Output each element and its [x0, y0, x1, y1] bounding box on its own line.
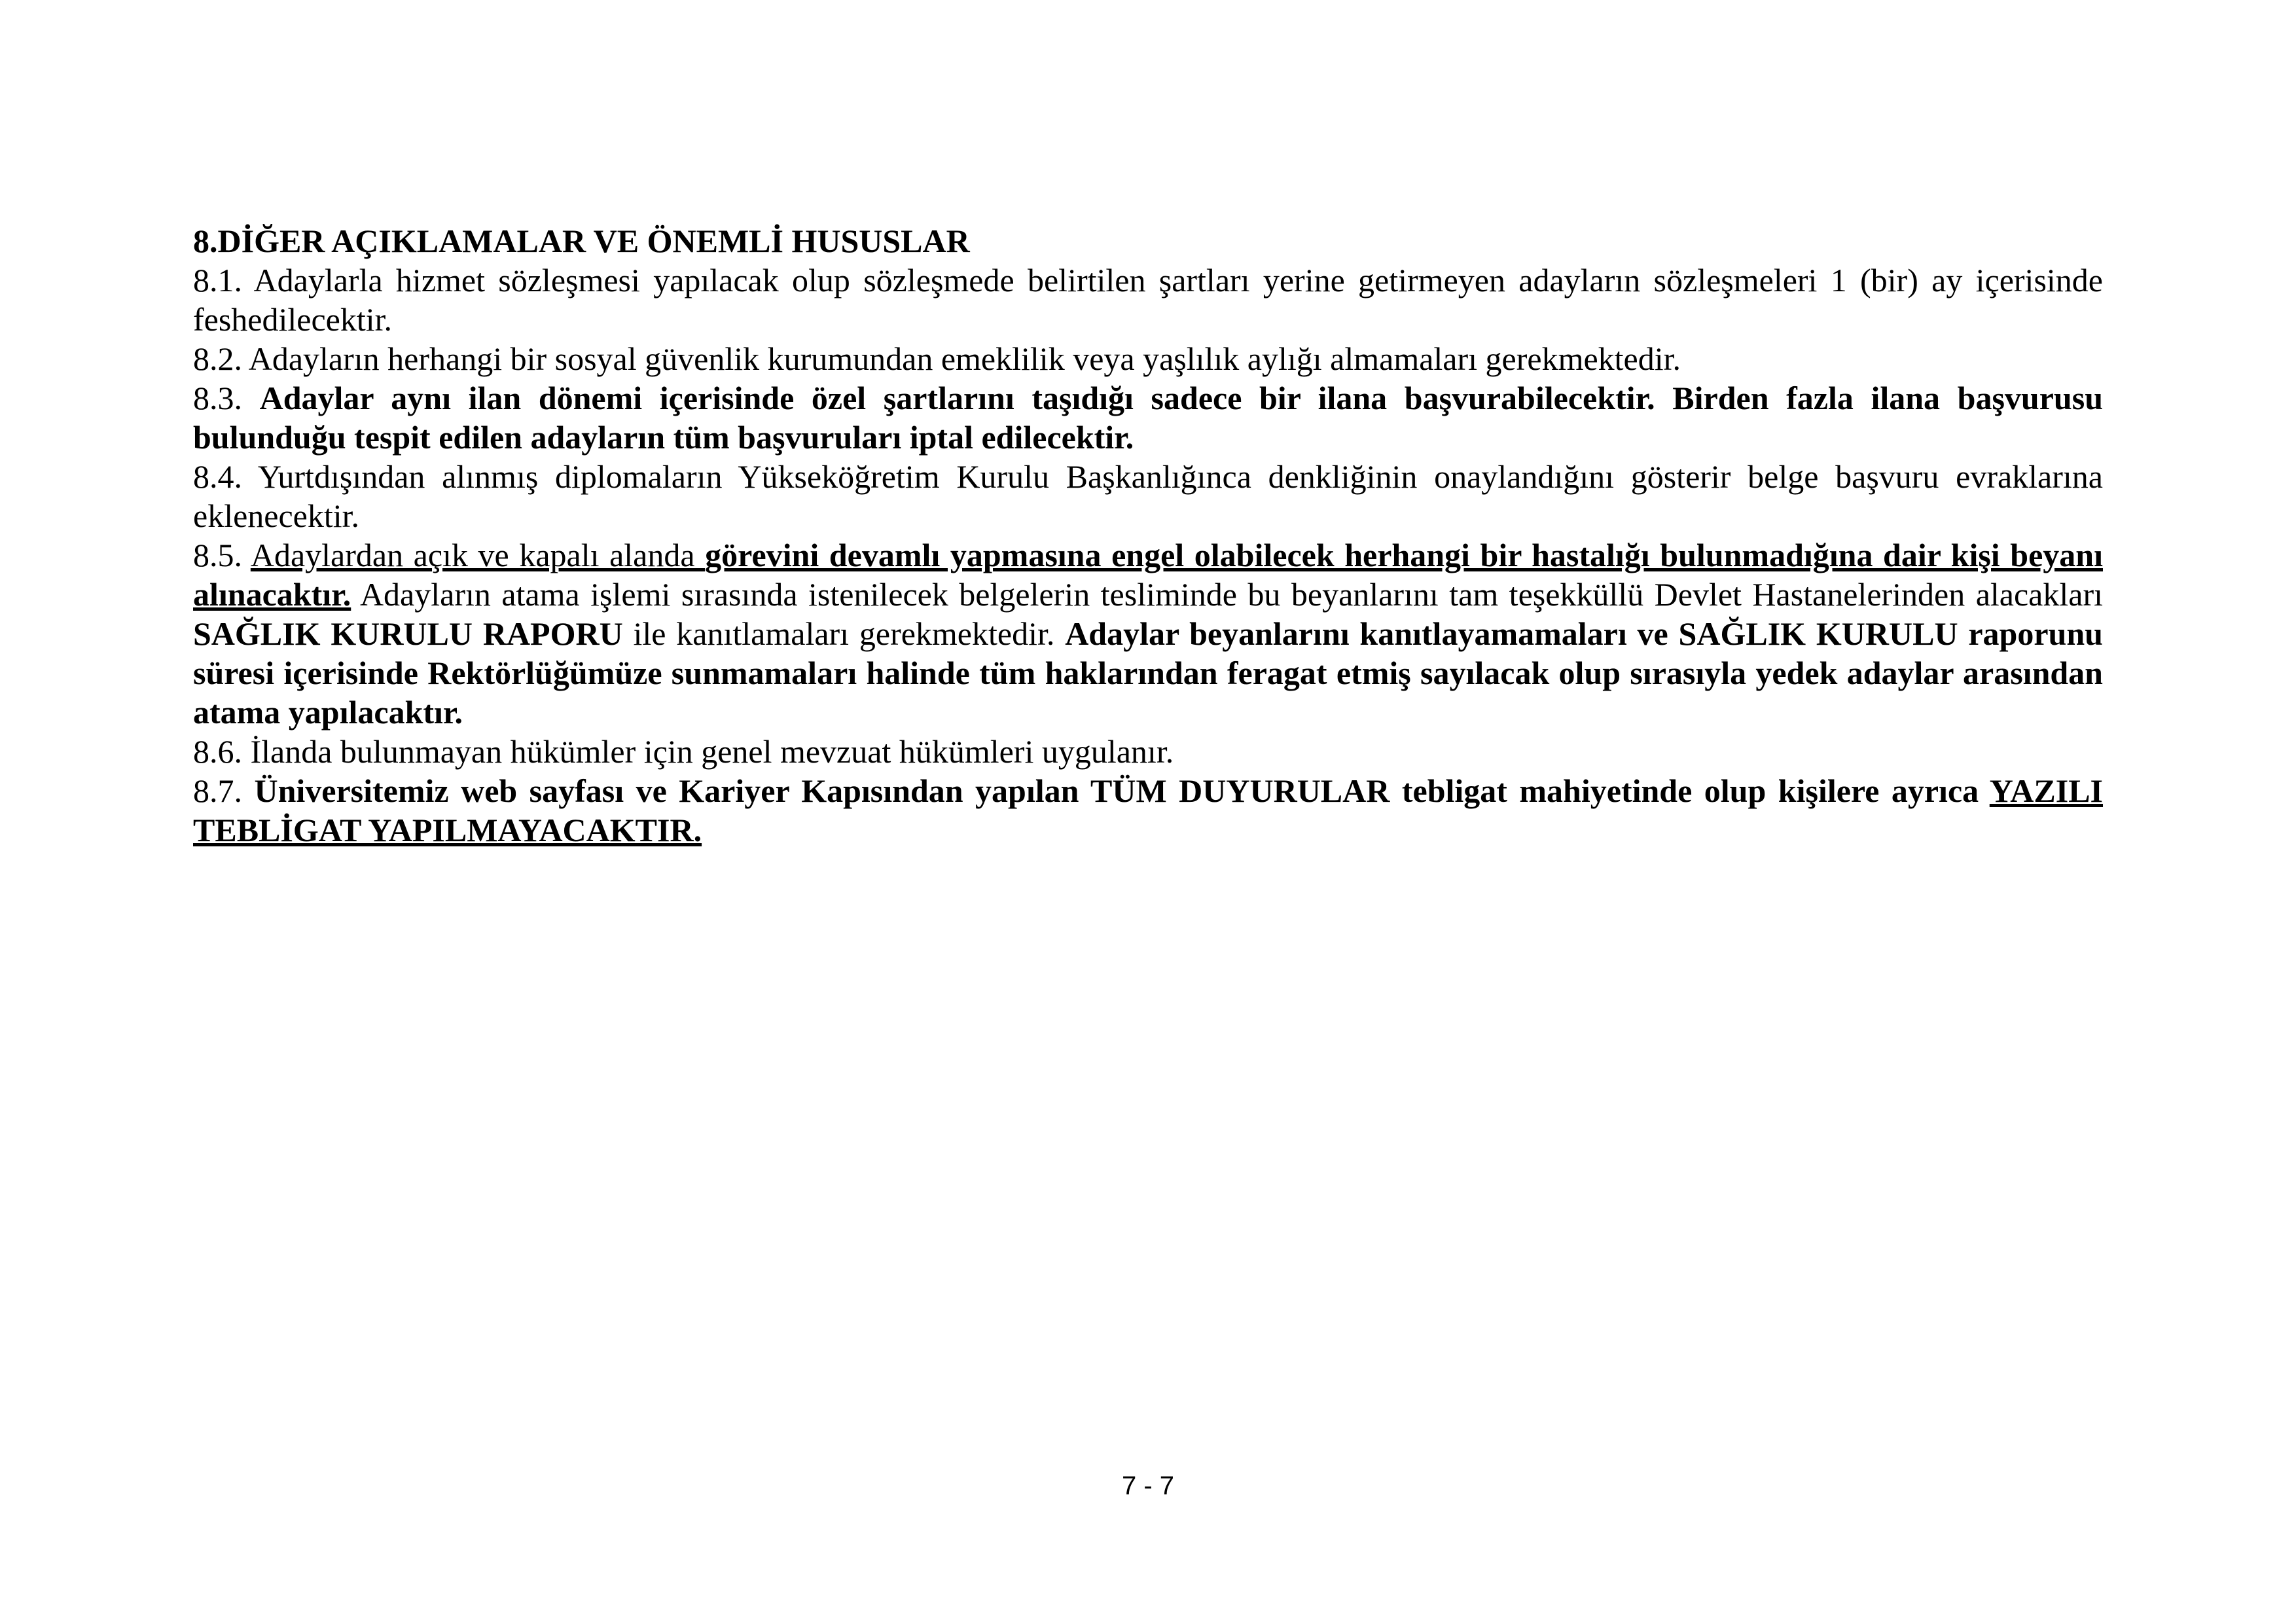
text-run: Adaylar beyanlarını kanıtlayamamaları ve SAĞLIK KURULU raporunu süresi içerisinde Rektörlüğümüze sunmamaları halinde tüm haklarından feragat etmiş sayılacak olup sırasıyla yedek adaylar arasından atama yapılacaktır.	[193, 615, 2103, 731]
text-run: 8.5.	[193, 537, 251, 573]
paragraph-8-1	[193, 261, 2103, 339]
text-run: 8.6. İlanda bulunmayan hükümler için genel mevzuat hükümleri uygulanır.	[193, 733, 1174, 770]
text-run: YAZILI TEBLİGAT YAPILMAYACAKTIR.	[193, 772, 2104, 848]
paragraph-8-4	[193, 457, 2103, 535]
document-body	[193, 221, 2103, 850]
section-heading: 8.DİĞER AÇIKLAMALAR VE ÖNEMLİ HUSUSLAR	[193, 223, 970, 259]
text-run: Adaylar aynı ilan dönemi içerisinde özel şartlarını taşıdığı sadece bir ilana başvurabilecektir. Birden fazla ilana başvurusu bulunduğu tespit edilen adayların tüm başvuruları iptal edilecektir.	[193, 380, 2104, 456]
text-run: SAĞLIK KURULU RAPORU	[193, 615, 623, 652]
text-run: Adaylardan açık ve kapalı alanda	[250, 537, 706, 573]
text-run: 8.7.	[193, 772, 255, 809]
paragraph-8-6	[193, 732, 2103, 771]
text-run: ile kanıtlamaları gerekmektedir.	[622, 615, 1066, 652]
text-run: görevini devamlı yapmasına engel olabilecek herhangi bir hastalığı bulunmadığına dair kişi beyanı alınacaktır.	[193, 537, 2103, 613]
text-run: 8.2. Adayların herhangi bir sosyal güvenlik kurumundan emeklilik veya yaşlılık aylığı almamaları gerekmektedir.	[193, 340, 1681, 377]
paragraph-8-7	[193, 771, 2103, 850]
paragraph-8-5	[193, 535, 2103, 732]
paragraph-8-3	[193, 378, 2103, 457]
text-run: 8.4. Yurtdışından alınmış diplomaların Yükseköğretim Kurulu Başkanlığınca denkliğinin onaylandığını gösterir belge başvuru evraklarına eklenecektir.	[193, 458, 2103, 534]
page-number: 7 - 7	[1121, 1471, 1175, 1500]
text-run: 8.1. Adaylarla hizmet sözleşmesi yapılacak olup sözleşmede belirtilen şartları yerine getirmeyen adayların sözleşmeleri 1 (bir) ay içerisinde feshedilecektir.	[193, 262, 2103, 338]
text-run: Üniversitemiz web sayfası ve Kariyer Kapısından yapılan TÜM DUYURULAR tebligat mahiyetinde olup kişilere ayrıca	[254, 772, 1990, 809]
text-run: Adayların atama işlemi sırasında istenilecek belgelerin tesliminde bu beyanlarını tam teşekküllü Devlet Hastanelerinden alacakları	[351, 576, 2103, 613]
paragraph-8-2	[193, 339, 2103, 378]
text-run: 8.3.	[193, 380, 260, 416]
